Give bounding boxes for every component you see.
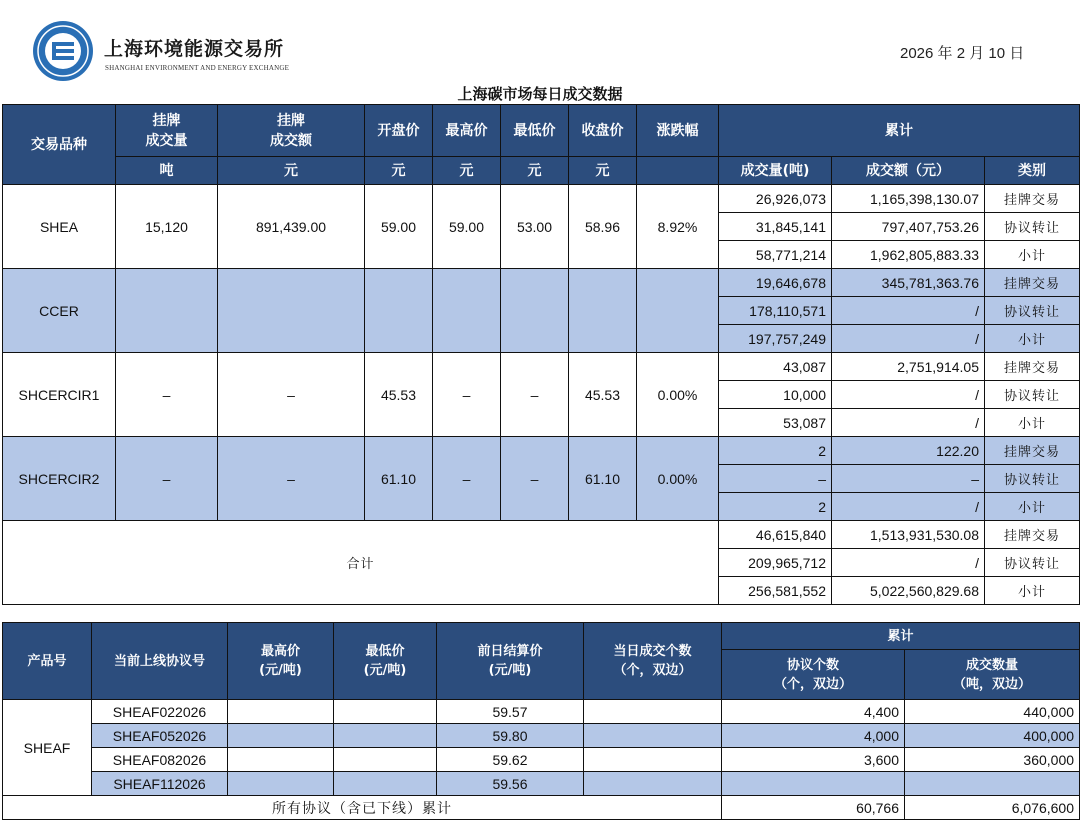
cum-volume-cell: 197,757,249 <box>719 325 832 353</box>
total-category-cell: 小计 <box>985 577 1080 605</box>
header-low: 最低价 (元/吨) <box>334 623 437 700</box>
table-row <box>3 185 1080 213</box>
unit-change <box>637 157 719 185</box>
futures-table <box>2 622 1080 820</box>
low-cell <box>334 772 437 796</box>
cum-amount-cell: 797,407,753.26 <box>832 213 985 241</box>
table-row <box>3 269 1080 297</box>
low-cell: – <box>501 353 569 437</box>
cum-amount-cell: 1,165,398,130.07 <box>832 185 985 213</box>
table-row <box>3 772 1080 796</box>
report-date: 2026 年 2 月 10 日 <box>900 45 1025 62</box>
deals-cell <box>584 748 722 772</box>
open-cell: 59.00 <box>365 185 433 269</box>
contract-cell: SHEAF082026 <box>92 748 228 772</box>
futures-total-qty: 6,076,600 <box>905 796 1080 820</box>
change-cell: 8.92% <box>637 185 719 269</box>
cum-volume-cell: – <box>719 465 832 493</box>
close-cell <box>569 269 637 353</box>
cum-count-cell: 3,600 <box>722 748 905 772</box>
cum-amount-cell: / <box>832 297 985 325</box>
total-volume-cell: 209,965,712 <box>719 549 832 577</box>
open-cell <box>365 269 433 353</box>
settle-cell: 59.57 <box>437 700 584 724</box>
product-cell: SHEA <box>3 185 116 269</box>
cum-category-cell: 挂牌交易 <box>985 185 1080 213</box>
high-cell <box>228 748 334 772</box>
cum-amount-cell: 2,751,914.05 <box>832 353 985 381</box>
cum-category-cell: 挂牌交易 <box>985 437 1080 465</box>
cum-volume-cell: 10,000 <box>719 381 832 409</box>
listed-volume-cell: 15,120 <box>116 185 218 269</box>
header-listed-volume: 挂牌 成交量 <box>116 105 218 157</box>
cum-amount-cell: – <box>832 465 985 493</box>
low-cell: 53.00 <box>501 185 569 269</box>
unit-listed-amount: 元 <box>218 157 365 185</box>
listed-volume-cell <box>116 269 218 353</box>
contract-cell: SHEAF112026 <box>92 772 228 796</box>
cum-category-cell: 小计 <box>985 409 1080 437</box>
low-cell: – <box>501 437 569 521</box>
header-cumulative: 累计 <box>722 623 1080 650</box>
high-cell <box>228 700 334 724</box>
low-cell <box>334 700 437 724</box>
exchange-logo-icon <box>32 20 94 82</box>
contract-cell: SHEAF022026 <box>92 700 228 724</box>
table-row <box>3 700 1080 724</box>
deals-cell <box>584 724 722 748</box>
cum-volume-cell: 31,845,141 <box>719 213 832 241</box>
listed-volume-cell: – <box>116 437 218 521</box>
cum-amount-cell: / <box>832 409 985 437</box>
header-cum-count: 协议个数 （个，双边） <box>722 650 905 700</box>
cum-volume-cell: 26,926,073 <box>719 185 832 213</box>
header-cumulative: 累计 <box>719 105 1080 157</box>
header-open: 开盘价 <box>365 105 433 157</box>
header-product: 交易品种 <box>3 105 116 185</box>
product-cell: CCER <box>3 269 116 353</box>
report-title: 上海碳市场每日成交数据 <box>457 85 623 103</box>
unit-cum-category: 类别 <box>985 157 1080 185</box>
unit-listed-volume: 吨 <box>116 157 218 185</box>
total-amount-cell: 1,513,931,530.08 <box>832 521 985 549</box>
header-deals: 当日成交个数 （个，双边） <box>584 623 722 700</box>
cum-volume-cell: 178,110,571 <box>719 297 832 325</box>
cum-qty-cell <box>905 772 1080 796</box>
listed-volume-cell: – <box>116 353 218 437</box>
header-low: 最低价 <box>501 105 569 157</box>
cum-amount-cell: 345,781,363.76 <box>832 269 985 297</box>
report-header <box>0 0 1080 112</box>
close-cell: 45.53 <box>569 353 637 437</box>
total-row <box>3 521 1080 549</box>
unit-cum-volume: 成交量(吨) <box>719 157 832 185</box>
product-code-cell: SHEAF <box>3 700 92 796</box>
unit-low: 元 <box>501 157 569 185</box>
total-volume-cell: 46,615,840 <box>719 521 832 549</box>
high-cell <box>228 772 334 796</box>
cum-count-cell: 4,000 <box>722 724 905 748</box>
daily-trading-table <box>2 104 1080 605</box>
high-cell: – <box>433 353 501 437</box>
cum-volume-cell: 2 <box>719 437 832 465</box>
header-product-code: 产品号 <box>3 623 92 700</box>
high-cell: 59.00 <box>433 185 501 269</box>
cum-category-cell: 挂牌交易 <box>985 269 1080 297</box>
settle-cell: 59.62 <box>437 748 584 772</box>
total-category-cell: 挂牌交易 <box>985 521 1080 549</box>
cum-amount-cell: 1,962,805,883.33 <box>832 241 985 269</box>
org-name: 上海环境能源交易所 <box>104 38 285 60</box>
futures-total-count: 60,766 <box>722 796 905 820</box>
cum-category-cell: 小计 <box>985 325 1080 353</box>
header-high: 最高价 <box>433 105 501 157</box>
low-cell <box>334 748 437 772</box>
change-cell: 0.00% <box>637 353 719 437</box>
cum-category-cell: 协议转让 <box>985 381 1080 409</box>
cum-category-cell: 小计 <box>985 241 1080 269</box>
high-cell <box>433 269 501 353</box>
close-cell: 61.10 <box>569 437 637 521</box>
unit-open: 元 <box>365 157 433 185</box>
org-name-en: SHANGHAI ENVIRONMENT AND ENERGY EXCHANGE <box>105 64 290 72</box>
cum-volume-cell: 58,771,214 <box>719 241 832 269</box>
cum-qty-cell: 440,000 <box>905 700 1080 724</box>
contract-cell: SHEAF052026 <box>92 724 228 748</box>
deals-cell <box>584 772 722 796</box>
listed-amount-cell: – <box>218 437 365 521</box>
cum-qty-cell: 360,000 <box>905 748 1080 772</box>
table-row <box>3 437 1080 465</box>
cum-category-cell: 协议转让 <box>985 213 1080 241</box>
unit-high: 元 <box>433 157 501 185</box>
cum-volume-cell: 2 <box>719 493 832 521</box>
table-row <box>3 353 1080 381</box>
cum-volume-cell: 19,646,678 <box>719 269 832 297</box>
unit-cum-amount: 成交额（元） <box>832 157 985 185</box>
open-cell: 61.10 <box>365 437 433 521</box>
cum-amount-cell: 122.20 <box>832 437 985 465</box>
cum-category-cell: 挂牌交易 <box>985 353 1080 381</box>
unit-close: 元 <box>569 157 637 185</box>
close-cell: 58.96 <box>569 185 637 269</box>
low-cell <box>501 269 569 353</box>
cum-volume-cell: 43,087 <box>719 353 832 381</box>
high-cell: – <box>433 437 501 521</box>
deals-cell <box>584 700 722 724</box>
settle-cell: 59.80 <box>437 724 584 748</box>
header-change: 涨跌幅 <box>637 105 719 157</box>
cum-category-cell: 协议转让 <box>985 465 1080 493</box>
header-contract: 当前上线协议号 <box>92 623 228 700</box>
table-row <box>3 748 1080 772</box>
futures-total-label: 所有协议（含已下线）累计 <box>3 796 722 820</box>
cum-amount-cell: / <box>832 493 985 521</box>
cum-amount-cell: / <box>832 325 985 353</box>
total-volume-cell: 256,581,552 <box>719 577 832 605</box>
open-cell: 45.53 <box>365 353 433 437</box>
table-row <box>3 724 1080 748</box>
cum-amount-cell: / <box>832 381 985 409</box>
change-cell: 0.00% <box>637 437 719 521</box>
cum-category-cell: 协议转让 <box>985 297 1080 325</box>
header-listed-amount: 挂牌 成交额 <box>218 105 365 157</box>
listed-amount-cell <box>218 269 365 353</box>
header-settle: 前日结算价 (元/吨) <box>437 623 584 700</box>
total-amount-cell: / <box>832 549 985 577</box>
header-high: 最高价 (元/吨) <box>228 623 334 700</box>
cum-volume-cell: 53,087 <box>719 409 832 437</box>
cum-count-cell: 4,400 <box>722 700 905 724</box>
product-cell: SHCERCIR1 <box>3 353 116 437</box>
total-row <box>3 796 1080 820</box>
settle-cell: 59.56 <box>437 772 584 796</box>
high-cell <box>228 724 334 748</box>
low-cell <box>334 724 437 748</box>
total-label: 合计 <box>3 521 719 605</box>
header-cum-qty: 成交数量 （吨，双边） <box>905 650 1080 700</box>
cum-qty-cell: 400,000 <box>905 724 1080 748</box>
cum-category-cell: 小计 <box>985 493 1080 521</box>
change-cell <box>637 269 719 353</box>
listed-amount-cell: – <box>218 353 365 437</box>
header-close: 收盘价 <box>569 105 637 157</box>
cum-count-cell <box>722 772 905 796</box>
product-cell: SHCERCIR2 <box>3 437 116 521</box>
total-amount-cell: 5,022,560,829.68 <box>832 577 985 605</box>
listed-amount-cell: 891,439.00 <box>218 185 365 269</box>
total-category-cell: 协议转让 <box>985 549 1080 577</box>
